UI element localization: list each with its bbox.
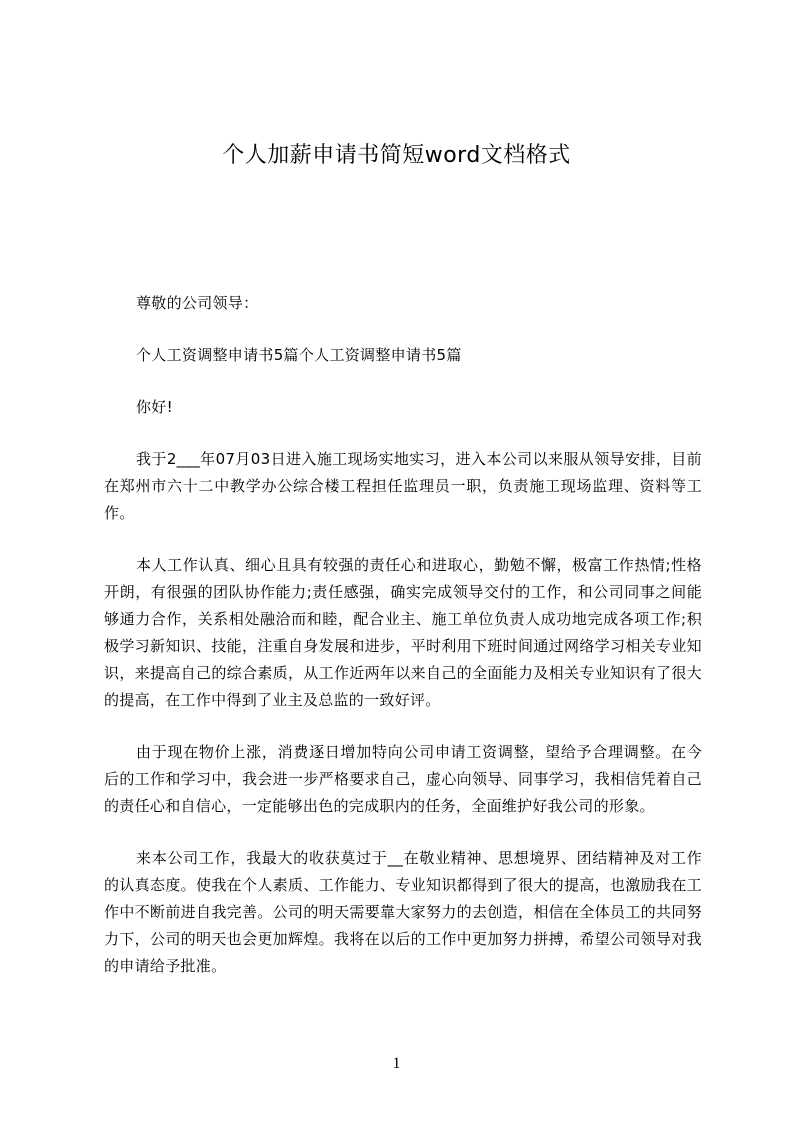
document-body — [104, 290, 702, 1005]
body-paragraph-2: 本人工作认真、细心且具有较强的责任心和进取心，勤勉不懈，极富工作热情;性格开朗，有很强的团队协作能力;责任感强，确实完成领导交付的工作，和公司同事之间能够通力合作，关系相处融洽而和睦，配合业主、施工单位负责人成功地完成各项工作;积极学习新知识、技能，注重自身发展和进步，平时利用下班时间通过网络学习相关专业知识，来提高自己的综合素质，从工作近两年以来自己的全面能力及相关专业知识有了很大的提高，在工作中得到了业主及总监的一致好评。 — [104, 556, 702, 709]
subtitle-paragraph: 个人工资调整申请书5篇个人工资调整申请书5篇 — [136, 346, 462, 364]
body-paragraph-3: 由于现在物价上涨，消费逐日增加特向公司申请工资调整，望给予合理调整。在今后的工作和学习中，我会进一步严格要求自己，虚心向领导、同事学习，我相信凭着自己的责任心和自信心，一定能够出色的完成职内的任务，全面维护好我公司的形象。 — [104, 743, 702, 815]
document-title: 个人加薪申请书简短word文档格式 — [222, 143, 571, 168]
greeting-paragraph: 你好! — [136, 398, 173, 416]
page-number: 1 — [392, 1055, 401, 1072]
salutation-paragraph: 尊敬的公司领导： — [136, 294, 259, 312]
body-paragraph-4: 来本公司工作，我最大的收获莫过于__在敬业精神、思想境界、团结精神及对工作的认真态度。使我在个人素质、工作能力、专业知识都得到了很大的提高，也激励我在工作中不断前进自我完善。公司的明天需要靠大家努力的去创造，相信在全体员工的共同努力下，公司的明天也会更加辉煌。我将在以后的工作中更加努力拼搏，希望公司领导对我的申请给予批准。 — [104, 849, 702, 975]
body-paragraph-1: 我于2___年07月03日进入施工现场实地实习，进入本公司以来服从领导安排，目前在郑州市六十二中教学办公综合楼工程担任监理员一职，负责施工现场监理、资料等工作。 — [104, 450, 702, 522]
